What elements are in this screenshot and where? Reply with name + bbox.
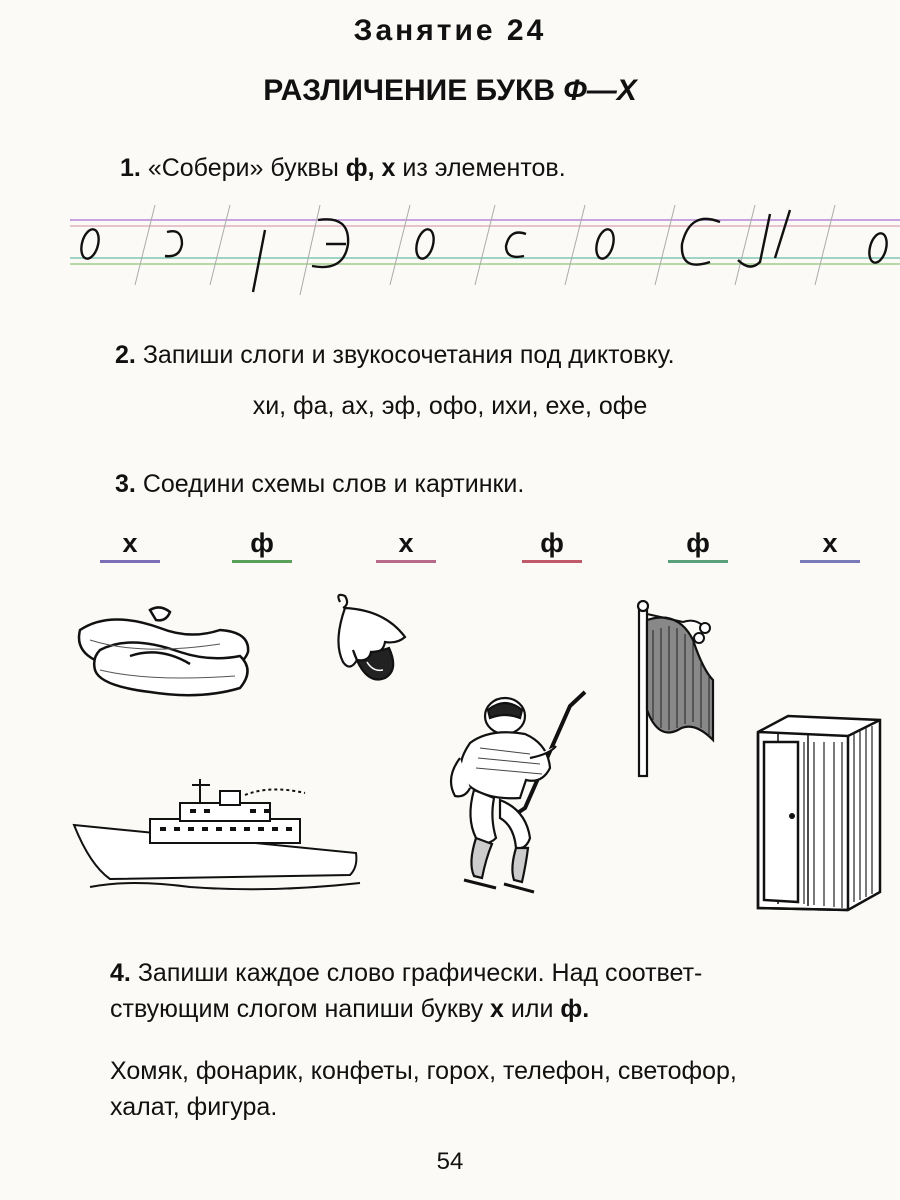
task-4-text-end: . <box>582 995 590 1023</box>
scheme-letter: ф <box>540 528 564 558</box>
word-scheme-3 <box>376 528 436 563</box>
element-stick <box>253 230 265 292</box>
word-list-line-2: халат, фигура. <box>110 1093 278 1121</box>
task-4-number: 4. <box>110 959 131 987</box>
task-1-text-after: из элементов. <box>395 154 566 182</box>
word-list <box>110 1053 900 1125</box>
scheme-bar <box>232 560 292 563</box>
word-scheme-6 <box>800 528 860 563</box>
task-4-letter-x: х <box>490 995 504 1023</box>
word-scheme-4 <box>522 528 582 563</box>
element-oval-2 <box>413 227 436 260</box>
scheme-letter: ф <box>250 528 274 558</box>
task-3-text: Соедини схемы слов и картинки. <box>142 470 525 498</box>
scheme-bar <box>376 560 436 563</box>
element-left-arc <box>506 233 526 257</box>
task-4-line-1 <box>110 955 890 991</box>
scheme-bar <box>668 560 728 563</box>
scheme-letter: х <box>822 528 838 558</box>
scheme-letter: х <box>122 528 138 558</box>
element-right-arc-1 <box>165 231 182 256</box>
subtitle-letters: Ф—Х <box>563 74 637 107</box>
task-3 <box>115 466 524 502</box>
task-1-text-before: «Собери» буквы <box>147 154 346 182</box>
task-2 <box>115 337 675 373</box>
dictation-syllables: хи, фа, ах, эф, офо, ихи, ехе, офе <box>252 392 648 420</box>
task-1 <box>120 150 566 186</box>
slippers-picture <box>70 600 260 705</box>
scheme-letter: ф <box>686 528 710 558</box>
word-scheme-5 <box>668 528 728 563</box>
scheme-letter: х <box>398 528 414 558</box>
subtitle-text: РАЗЛИЧЕНИЕ БУКВ <box>263 74 564 107</box>
scheme-bar <box>522 560 582 563</box>
task-4-line-2 <box>110 991 890 1027</box>
task-4-text-1: Запиши каждое слово графически. Над соответ- <box>137 959 703 987</box>
task-4-text-3: или <box>503 995 561 1023</box>
element-oval-1 <box>78 227 101 260</box>
element-oval-3 <box>593 227 616 260</box>
lesson-subtitle <box>0 74 900 108</box>
task-4-text-2: ствующим слогом напиши букву <box>110 995 491 1023</box>
scheme-bar <box>800 560 860 563</box>
task-1-number: 1. <box>120 154 141 182</box>
wardrobe-picture <box>748 712 888 917</box>
hazelnut-picture <box>325 592 415 692</box>
ship-picture <box>70 775 370 895</box>
slant-guides <box>135 205 835 295</box>
word-scheme-1 <box>100 528 160 563</box>
word-list-line-1: Хомяк, фонарик, конфеты, горох, телефон, светофор, <box>110 1057 737 1085</box>
hockey-player-picture <box>430 688 610 903</box>
task-2-text: Запиши слоги и звукосочетания под диктовку. <box>142 341 675 369</box>
task-4-letter-f: ф <box>560 995 583 1023</box>
flag-picture <box>633 600 728 780</box>
word-scheme-2 <box>232 528 292 563</box>
task-2-number: 2. <box>115 341 136 369</box>
lesson-title: Занятие 24 <box>353 14 547 47</box>
task-4 <box>110 955 890 1027</box>
element-oval-4 <box>866 231 889 264</box>
scheme-bar <box>100 560 160 563</box>
task-3-number: 3. <box>115 470 136 498</box>
handwriting-elements-strip <box>70 200 900 300</box>
page-number: 54 <box>436 1148 464 1175</box>
task-1-letters: ф, х <box>345 154 396 182</box>
